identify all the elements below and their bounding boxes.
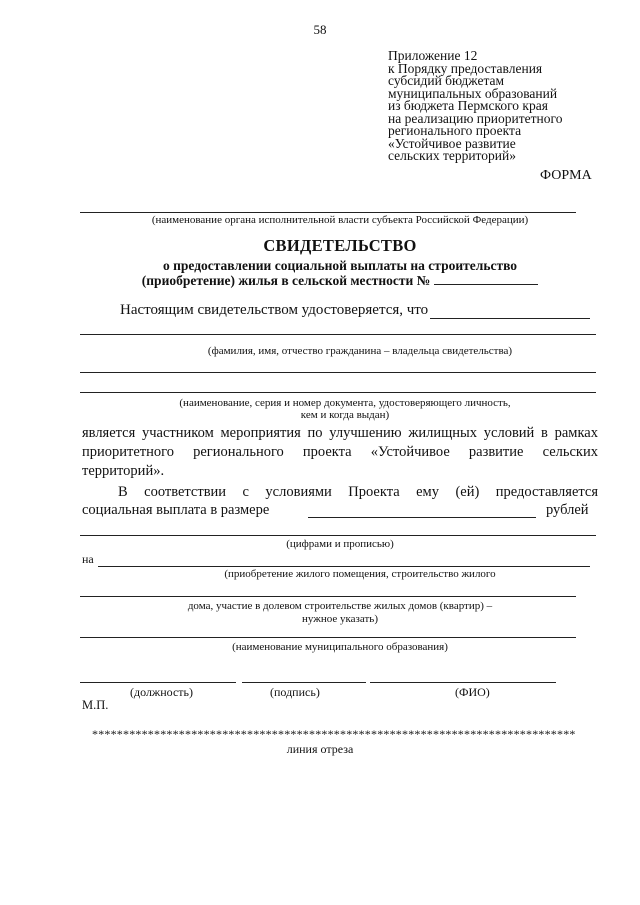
document-title: СВИДЕТЕЛЬСТВО <box>263 236 417 255</box>
amount-caption: (цифрами и прописью) <box>286 538 394 550</box>
page-number: 58 <box>313 22 327 37</box>
payment-line1 <box>82 483 598 502</box>
on-label: на <box>82 552 94 566</box>
payment-line1-text: В соответствии с условиями Проекта ему (ей) предоставляется <box>118 484 598 500</box>
document-caption-line2: кем и когда выдан) <box>300 409 390 421</box>
annex-line: к Порядку предоставления <box>388 60 543 76</box>
purpose-caption-line1: (приобретение жилого помещения, строительство жилого <box>224 568 496 580</box>
annex-line: на реализацию приоритетного <box>388 110 563 126</box>
document-field-1[interactable] <box>80 372 596 373</box>
payment-prefix: социальная выплата в размере <box>82 502 270 518</box>
annex-line: муниципальных образований <box>388 85 558 101</box>
annex-line: из бюджета Пермского края <box>388 98 548 113</box>
municipality-field[interactable] <box>80 637 576 638</box>
annex-line: субсидий бюджетам <box>388 73 505 88</box>
fullname-caption: (ФИО) <box>455 685 490 699</box>
citizen-caption: (фамилия, имя, отчество гражданина – владельца свидетельства) <box>207 345 513 357</box>
purpose-caption-line2: дома, участие в долевом строительстве жилых домов (квартир) – <box>187 600 493 612</box>
annex-line: «Устойчивое развитие <box>388 135 516 151</box>
cut-line-label: линия отреза <box>286 742 354 756</box>
municipality-caption: (наименование муниципального образования) <box>232 641 448 653</box>
document-field-2[interactable] <box>80 392 596 393</box>
position-caption: (должность) <box>130 685 193 699</box>
annex-block <box>388 50 618 163</box>
signature-caption: (подпись) <box>270 685 320 699</box>
annex-line: Приложение 12 <box>388 48 478 63</box>
stamp-place: М.П. <box>82 698 109 712</box>
citizen-name-field[interactable] <box>80 334 596 335</box>
certifies-text: Настоящим свидетельством удостоверяется, что <box>120 302 429 318</box>
authority-caption: (наименование органа исполнительной власти субъекта Российской Федерации) <box>151 214 529 226</box>
amount-words-field[interactable] <box>80 535 596 536</box>
signature-field[interactable] <box>242 682 366 683</box>
purpose-caption-line3: нужное указать) <box>302 613 378 625</box>
certificate-number-field[interactable] <box>434 273 538 285</box>
payment-amount-field[interactable] <box>308 517 536 518</box>
payment-suffix: рублей <box>546 502 589 518</box>
annex-line: регионального проекта <box>388 123 522 138</box>
document-subtitle <box>0 259 640 288</box>
purpose-field-2[interactable] <box>80 596 576 597</box>
position-field[interactable] <box>80 682 236 683</box>
cut-line-stars: ****************************************************************************** <box>92 727 576 741</box>
participant-paragraph: является участником мероприятия по улучшению жилищных условий в рамках приоритетного регионального проекта «Устойчивое развитие сельских территорий». <box>82 425 598 479</box>
subtitle-line1: о предоставлении социальной выплаты на строительство <box>162 258 518 273</box>
subtitle-line2-text: (приобретение) жилья в сельской местности № <box>141 273 431 288</box>
form-label: ФОРМА <box>540 168 592 183</box>
document-caption-line1: (наименование, серия и номер документа, удостоверяющего личность, <box>179 397 511 409</box>
annex-line: сельских территорий» <box>388 148 516 163</box>
purpose-field-1[interactable] <box>98 566 590 567</box>
authority-line[interactable] <box>80 212 576 213</box>
fullname-field[interactable] <box>370 682 556 683</box>
subtitle-line2 <box>0 273 640 288</box>
citizen-name-field-inline[interactable] <box>430 318 590 319</box>
